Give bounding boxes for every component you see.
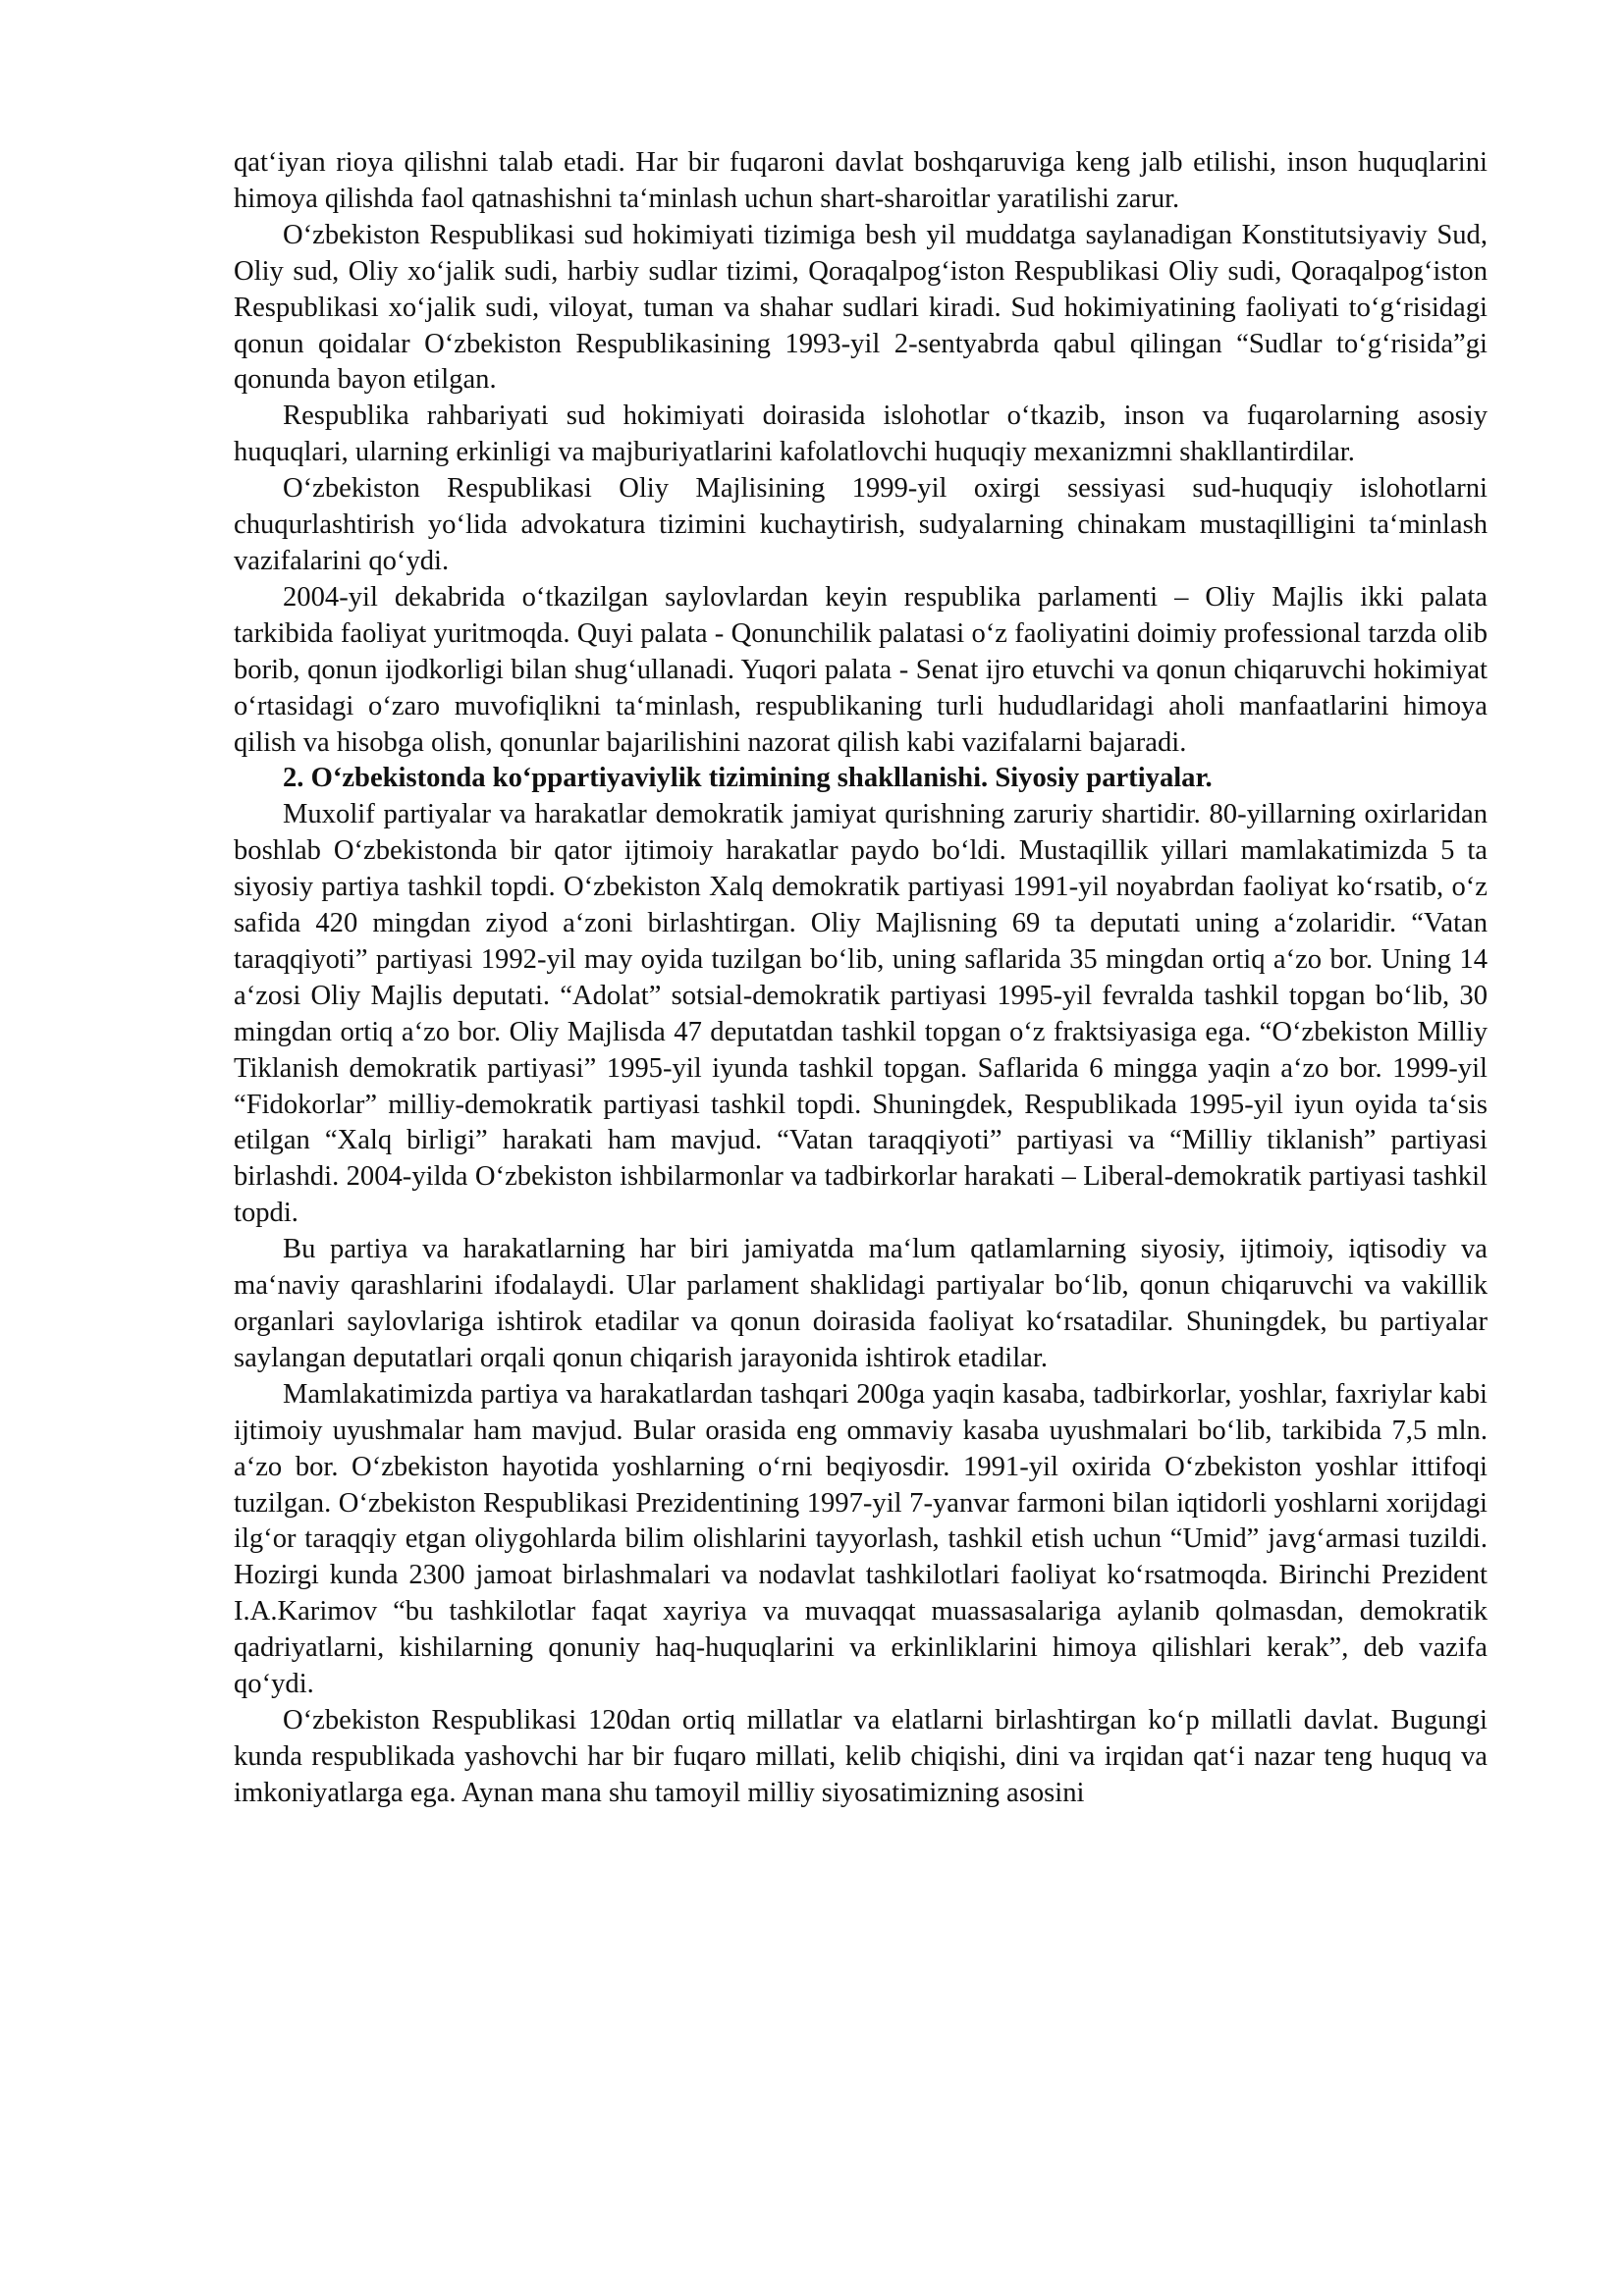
- paragraph: Mamlakatimizda partiya va harakatlardan tashqari 200ga yaqin kasaba, tadbirkorlar, yoshlar, faxriylar kabi ijtimoiy uyushmalar ham mavjud. Bular orasida eng ommaviy kasaba uyushmalari bo‘lib, tarkibida 7,5 mln. a‘zo bor. O‘zbekiston hayotida yoshlarning o‘rni beqiyosdir. 1991-yil oxirida O‘zbekiston yoshlar ittifoqi tuzilgan. O‘zbekiston Respublikasi Prezidentining 1997-yil 7-yanvar farmoni bilan iqtidorli yoshlarni xorijdagi ilg‘or taraqqiy etgan oliygohlarda bilim olishlarini tayyorlash, tashkil etish uchun “Umid” javg‘armasi tuzildi. Hozirgi kunda 2300 jamoat birlashmalari va nodavlat tashkilotlari faoliyat ko‘rsatmoqda. Birinchi Prezident I.A.Karimov “bu tashkilotlar faqat xayriya va muvaqqat muassasalariga aylanib qolmasdan, demokratik qadriyatlarni, kishilarning qonuniy haq-huquqlarini va erkinliklarini himoya qilishlari kerak”, deb vazifa qo‘ydi.: [234, 1378, 1488, 1700]
- section-heading: 2. O‘zbekistonda ko‘ppartiyaviylik tizimining shakllanishi. Siyosiy partiyalar.: [283, 763, 1213, 794]
- paragraph: Muxolif partiyalar va harakatlar demokratik jamiyat qurishning zaruriy shartidir. 80-yillarning oxirlaridan boshlab O‘zbekistonda bir qator ijtimoiy harakatlar paydo bo‘ldi. Mustaqillik yillari mamlakatimizda 5 ta siyosiy partiya tashkil topdi. O‘zbekiston Xalq demokratik partiyasi 1991-yil noyabrdan faoliyat ko‘rsatib, o‘z safida 420 mingdan ziyod a‘zoni birlashtirgan. Oliy Majlisning 69 ta deputati uning a‘zolaridir. “Vatan taraqqiyoti” partiyasi 1992-yil may oyida tuzilgan bo‘lib, uning saflarida 35 mingdan ortiq a‘zo bor. Uning 14 a‘zosi Oliy Majlis deputati. “Adolat” sotsial-demokratik partiyasi 1995-yil fevralda tashkil topgan bo‘lib, 30 mingdan ortiq a‘zo bor. Oliy Majlisda 47 deputatdan tashkil topgan o‘z fraktsiyasiga ega. “O‘zbekiston Milliy Tiklanish demokratik partiyasi” 1995-yil iyunda tashkil topgan. Saflarida 6 mingga yaqin a‘zo bor. 1999-yil “Fidokorlar” milliy-demokratik partiyasi tashkil topdi. Shuningdek, Respublikada 1995-yil iyun oyida ta‘sis etilgan “Xalq birligi” harakati ham mavjud. “Vatan taraqqiyoti” partiyasi va “Milliy tiklanish” partiyasi birlashdi. 2004-yilda O‘zbekiston ishbilarmonlar va tadbirkorlar harakati – Liberal-demokratik partiyasi tashkil topdi.: [234, 799, 1488, 1229]
- paragraph: O‘zbekiston Respublikasi 120dan ortiq millatlar va elatlarni birlashtirgan ko‘p millatli davlat. Bugungi kunda respublikada yashovchi har bir fuqaro millati, kelib chiqishi, dini va irqidan qat‘i nazar teng huquq va imkoniyatlarga ega. Aynan mana shu tamoyil milliy siyosatimizning asosini: [234, 1704, 1488, 1808]
- paragraph: O‘zbekiston Respublikasi sud hokimiyati tizimiga besh yil muddatga saylanadigan Konstitutsiyaviy Sud, Oliy sud, Oliy xo‘jalik sudi, harbiy sudlar tizimi, Qoraqalpog‘iston Respublikasi Oliy sudi, Qoraqalpog‘iston Respublikasi xo‘jalik sudi, viloyat, tuman va shahar sudlari kiradi. Sud hokimiyatining faoliyati to‘g‘risidagi qonun qoidalar O‘zbekiston Respublikasining 1993-yil 2-sentyabrda qabul qilingan “Sudlar to‘g‘risida”gi qonunda bayon etilgan.: [234, 219, 1488, 396]
- paragraph: 2004-yil dekabrida o‘tkazilgan saylovlardan keyin respublika parlamenti – Oliy Majlis ikki palata tarkibida faoliyat yuritmoqda. Quyi palata - Qonunchilik palatasi o‘z faoliyatini doimiy professional tarzda olib borib, qonun ijodkorligi bilan shug‘ullanadi. Yuqori palata - Senat ijro etuvchi va qonun chiqaruvchi hokimiyat o‘rtasidagi o‘zaro muvofiqlikni ta‘minlash, respublikaning turli hududlaridagi aholi manfaatlarini himoya qilish va hisobga olish, qonunlar bajarilishini nazorat qilish kabi vazifalarni bajaradi.: [234, 581, 1488, 758]
- document-page: [234, 145, 1488, 1812]
- paragraph: O‘zbekiston Respublikasi Oliy Majlisining 1999-yil oxirgi sessiyasi sud-huquqiy islohotlarni chuqurlashtirish yo‘lida advokatura tizimini kuchaytirish, sudyalarning chinakam mustaqilligini ta‘minlash vazifalarini qo‘ydi.: [234, 473, 1488, 576]
- paragraph: Bu partiya va harakatlarning har biri jamiyatda ma‘lum qatlamlarning siyosiy, ijtimoiy, iqtisodiy va ma‘naviy qarashlarini ifodalaydi. Ular parlament shaklidagi partiyalar bo‘lib, qonun chiqaruvchi va vakillik organlari saylovlariga ishtirok etadilar va qonun doirasida faoliyat ko‘rsatadilar. Shuningdek, bu partiyalar saylangan deputatlari orqali qonun chiqarish jarayonida ishtirok etadilar.: [234, 1234, 1488, 1373]
- paragraph: Respublika rahbariyati sud hokimiyati doirasida islohotlar o‘tkazib, inson va fuqarolarning asosiy huquqlari, ularning erkinligi va majburiyatlarini kafolatlovchi huquqiy mexanizmni shakllantirdilar.: [234, 400, 1488, 468]
- paragraph: qat‘iyan rioya qilishni talab etadi. Har bir fuqaroni davlat boshqaruviga keng jalb etilishi, inson huquqlarini himoya qilishda faol qatnashishni ta‘minlash uchun shart-sharoitlar yaratilishi zarur.: [234, 147, 1488, 214]
